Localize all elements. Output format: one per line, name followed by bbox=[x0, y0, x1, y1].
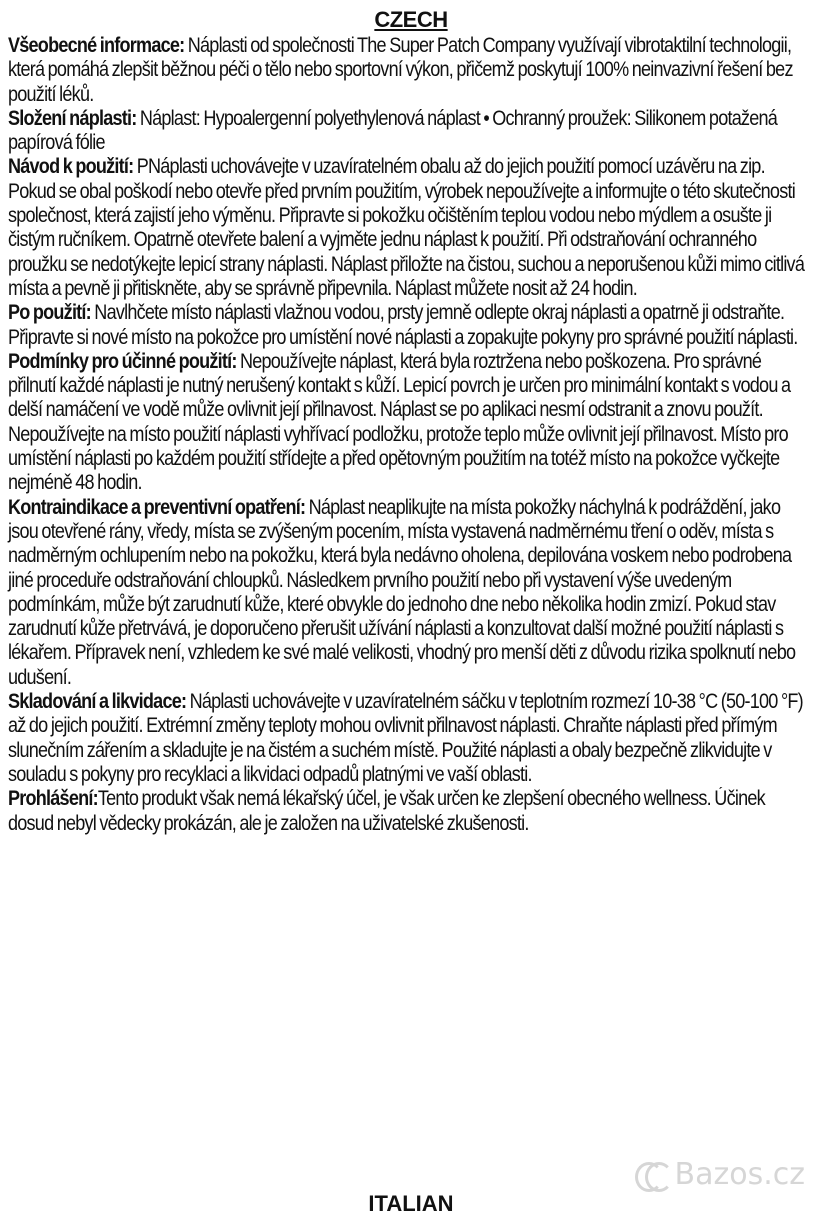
watermark-text: Bazos.cz bbox=[674, 1157, 805, 1192]
section-general-info bbox=[8, 34, 812, 107]
section-title: Kontraindikace a preventivní opatření: bbox=[8, 495, 306, 519]
section-title: Podmínky pro účinné použití: bbox=[8, 349, 237, 373]
section-conditions bbox=[8, 350, 812, 496]
section-contraindications bbox=[8, 496, 812, 690]
section-composition bbox=[8, 107, 812, 156]
section-disclaimer bbox=[8, 787, 812, 836]
section-text: Náplast: Hypoalergenní polyethylenová náplast • Ochranný proužek: Silikonem potažená papírová fólie bbox=[8, 106, 778, 155]
section-title: Prohlášení: bbox=[8, 787, 98, 811]
section-title: Po použití: bbox=[8, 301, 91, 325]
section-text: Náplasti uchovávejte v uzavíratelném sáčku v teplotním rozmezí 10-38 °C (50-100 °F) až do jejich použití. Extrémní změny teploty mohou ovlivnit přilnavost náplasti. Chraňte náplasti před přímým slunečním zářením a skladujte je na čistém a suchém místě. Použité náplasti a obaly bezpečně zlikvidujte v souladu s pokyny pro recyklaci a likvidaci odpadů platnými ve vaší oblasti. bbox=[8, 690, 803, 786]
section-storage bbox=[8, 690, 812, 787]
next-language-heading: ITALIAN bbox=[368, 1191, 454, 1216]
document-page bbox=[8, 7, 814, 1216]
section-after-use bbox=[8, 301, 812, 350]
bazos-logo-icon bbox=[635, 1160, 669, 1190]
section-text: Nepoužívejte náplast, která byla roztržena nebo poškozena. Pro správné přilnutí každé náplasti je nutný nerušený kontakt s kůží. Lepicí povrch je určen pro minimální kontakt s vodou a delší namáčení ve vodě může ovlivnit její přilnavost. Náplast se po aplikaci nesmí odstranit a znovu použít. Nepoužívejte na místo použití náplasti vyhřívací podložku, protože teplo může ovlivnit její přilnavost. Místo pro umístění náplasti po každém použití střídejte a před opětovným použitím na totéž místo na pokožce vyčkejte nejméně 48 hodin. bbox=[8, 349, 791, 495]
section-title: Složení náplasti: bbox=[8, 106, 137, 130]
section-title: Návod k použití: bbox=[8, 155, 134, 179]
section-title: Všeobecné informace: bbox=[8, 34, 185, 57]
section-instructions bbox=[8, 155, 812, 301]
watermark bbox=[635, 1157, 805, 1192]
section-text: Navlhčete místo náplasti vlažnou vodou, prsty jemně odlepte okraj náplasti a opatrně ji odstraňte. Připravte si nové místo na pokožce pro umístění nové náplasti a zopakujte pokyny pro správné použití náplasti. bbox=[8, 301, 798, 349]
section-text: PNáplasti uchovávejte v uzavíratelném obalu až do jejich použití pomocí uzávěru na zip. Pokud se obal poškodí nebo otevře před prvním použitím, výrobek nepoužívejte a informujte o této skutečnosti společnost, která zajistí jeho výměnu. Připravte si pokožku očištěním teplou vodou nebo mýdlem a osušte ji čistým ručníkem. Opatrně otevřete balení a vyjměte jednu náplast k použití. Při odstraňování ochranného proužku se nedotýkejte lepicí strany náplasti. Náplast přiložte na čistou, suchou a neporušenou kůži mimo citlivá místa a pevně ji přitiskněte, aby se správně připevnila. Náplast můžete nosit až 24 hodin. bbox=[8, 155, 805, 300]
section-text: Tento produkt však nemá lékařský účel, je však určen ke zlepšení obecného wellness. Účinek dosud nebyl vědecky prokázán, ale je založen na uživatelské zkušenosti. bbox=[8, 787, 765, 835]
language-heading: CZECH bbox=[374, 7, 448, 32]
section-text: Náplast neaplikujte na místa pokožky náchylná k podráždění, jako jsou otevřené rány, vředy, místa se zvýšeným pocením, místa vystavená nadměrnému tření o oděv, místa s nadměrným ochlupením nebo na pokožku, která byla nedávno oholena, depilována voskem nebo podrobena jiné proceduře odstraňování chloupků. Následkem prvního použití nebo při vystavení výše uvedeným podmínkám, může být zarudnutí kůže, které obvykle do jednoho dne nebo několika hodin zmizí. Pokud stav zarudnutí kůže přetrvává, je doporučeno přerušit užívání náplasti a konzultovat další možné použití náplasti s lékařem. Přípravek není, vzhledem ke své malé velikosti, vhodný pro menší děti z důvodu rizika spolknutí nebo udušení. bbox=[8, 495, 796, 689]
section-title: Skladování a likvidace: bbox=[8, 690, 187, 714]
section-text: Náplasti od společnosti The Super Patch Company využívají vibrotaktilní technologii, která pomáhá zlepšit běžnou péči o tělo nebo sportovní výkon, přičemž poskytují 100% neinvazivní řešení bez použití léků. bbox=[8, 34, 793, 106]
